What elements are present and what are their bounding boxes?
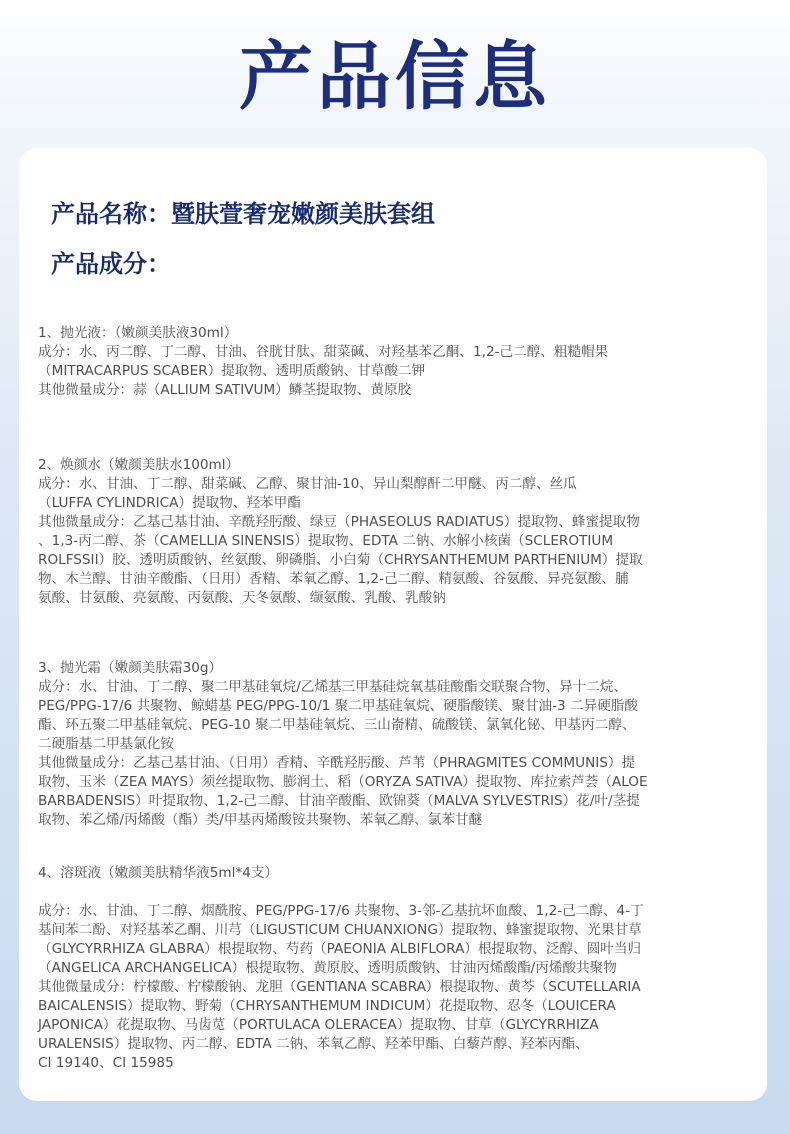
ingredient-line: 成分：水、丙二醇、丁二醇、甘油、谷胱甘肽、甜菜碱、对羟基苯乙酮、1,2-己二醇、粗糙帽果 (38, 344, 609, 360)
ingredient-line: 其他微量成分：乙基己基甘油、辛酰羟肟酸、绿豆（PHASEOLUS RADIATUS）提取物、蜂蜜提取物 (38, 514, 640, 530)
ingredient-section-polishing-liquid (38, 324, 758, 400)
ingredient-line: （ANGELICA ARCHANGELICA）根提取物、黄原胶、透明质酸钠、甘油丙烯酸酯/丙烯酸共聚物 (38, 960, 617, 976)
ingredient-line: 取物、苯乙烯/丙烯酸（酯）类/甲基丙烯酸铵共聚物、苯氧乙醇、氯苯甘醚 (38, 812, 483, 828)
ingredient-line: JAPONICA）花提取物、马齿苋（PORTULACA OLERACEA）提取物、甘草（GLYCYRRHIZA (38, 1017, 599, 1033)
ingredients-heading: 产品成分： (51, 250, 171, 278)
section-title: 2、焕颜水（嫩颜美肤水100ml） (38, 457, 240, 473)
ingredient-line: （MITRACARPUS SCABER）提取物、透明质酸钠、甘草酸二钾 (38, 363, 426, 379)
ingredient-section-spot-serum (38, 864, 758, 1073)
ingredient-line: 其他微量成分：蒜（ALLIUM SATIVUM）鳞茎提取物、黄原胶 (38, 382, 412, 398)
ingredient-line: 成分：水、甘油、丁二醇、聚二甲基硅氧烷/乙烯基三甲基硅烷氧基硅酸酯交联聚合物、异十二烷、 (38, 679, 628, 695)
ingredient-line: URALENSIS）提取物、丙二醇、EDTA 二钠、苯氧乙醇、羟苯甲酯、白藜芦醇、羟苯丙酯、 (38, 1036, 589, 1052)
ingredient-line: （LUFFA CYLINDRICA）提取物、羟苯甲酯 (38, 495, 301, 511)
ingredient-line: 基间苯二酚、对羟基苯乙酮、川芎（LIGUSTICUM CHUANXIONG）提取物、蜂蜜提取物、光果甘草 (38, 922, 642, 938)
page-title: 产品信息 (239, 34, 551, 120)
section-title: 3、抛光霜（嫩颜美肤霜30g） (38, 660, 223, 676)
ingredient-line: 成分：水、甘油、丁二醇、甜菜碱、乙醇、聚甘油-10、异山梨醇酐二甲醚、丙二醇、丝瓜 (38, 476, 577, 492)
ingredient-line: CI 19140、CI 15985 (38, 1055, 174, 1071)
ingredient-line: 成分：水、甘油、丁二醇、烟酰胺、PEG/PPG-17/6 共聚物、3-邻-乙基抗坏血酸、1,2-己二醇、4-丁 (38, 903, 644, 919)
ingredient-line: 取物、玉米（ZEA MAYS）须丝提取物、膨润土、稻（ORYZA SATIVA）提取物、库拉索芦荟（ALOE (38, 774, 648, 790)
ingredient-line: BAICALENSIS）提取物、野菊（CHRYSANTHEMUM INDICUM）花提取物、忍冬（LOUICERA (38, 998, 616, 1014)
ingredient-line: 物、木兰醇、甘油辛酸酯、（日用）香精、苯氧乙醇、1,2-己二醇、精氨酸、谷氨酸、异亮氨酸、脯 (38, 571, 629, 587)
ingredient-line: 氨酸、甘氨酸、亮氨酸、丙氨酸、天冬氨酸、缬氨酸、乳酸、乳酸钠 (38, 590, 446, 606)
ingredient-section-toner (38, 456, 758, 608)
ingredient-line: ROLFSSII）胶、透明质酸钠、丝氨酸、卵磷脂、小白菊（CHRYSANTHEMUM PARTHENIUM）提取 (38, 552, 643, 568)
product-name: 产品名称：暨肤萱奢宠嫩颜美肤套组 (51, 200, 435, 228)
ingredient-line: 其他微量成分：柠檬酸、柠檬酸钠、龙胆（GENTIANA SCABRA）根提取物、黄芩（SCUTELLARIA (38, 979, 641, 995)
ingredient-section-polishing-cream (38, 659, 758, 830)
ingredient-line: 酯、环五聚二甲基硅氧烷、PEG-10 聚二甲基硅氧烷、三山嵛精、硫酸镁、氯氧化铋、甲基丙二醇、 (38, 717, 636, 733)
section-title: 1、抛光液：（嫩颜美肤液30ml） (38, 325, 238, 341)
ingredient-line: PEG/PPG-17/6 共聚物、鲸蜡基 PEG/PPG-10/1 聚二甲基硅氧烷、硬脂酸镁、聚甘油-3 二异硬脂酸 (38, 698, 638, 714)
ingredient-line: 其他微量成分：乙基己基甘油、（日用）香精、辛酰羟肟酸、芦苇（PHRAGMITES COMMUNIS）提 (38, 755, 636, 771)
ingredient-line: BARBADENSIS）叶提取物、1,2-己二醇、甘油辛酸酯、欧锦葵（MALVA SYLVESTRIS）花/叶/茎提 (38, 793, 640, 809)
ingredient-line: （GLYCYRRHIZA GLABRA）根提取物、芍药（PAEONIA ALBIFLORA）根提取物、泛醇、圆叶当归 (38, 941, 642, 957)
blank-line (38, 883, 758, 902)
ingredient-line: 二硬脂基二甲基氯化铵 (38, 736, 174, 752)
ingredient-line: 、1,3-丙二醇、茶（CAMELLIA SINENSIS）提取物、EDTA 二钠、水解小核菌（SCLEROTIUM (38, 533, 614, 549)
section-title: 4、溶斑液（嫩颜美肤精华液5ml*4支） (38, 865, 279, 881)
